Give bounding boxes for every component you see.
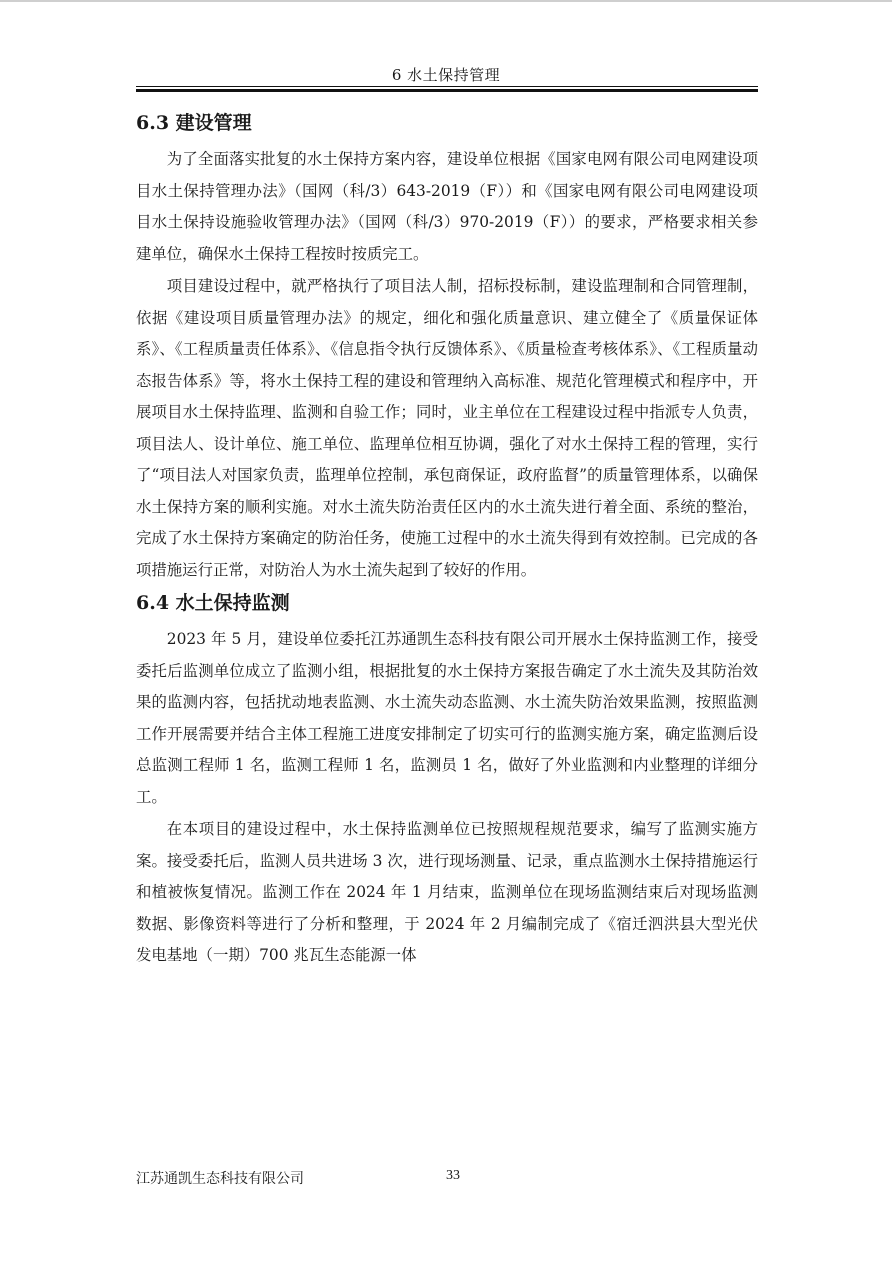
page-top-border [0, 0, 892, 2]
paragraph: 项目建设过程中，就严格执行了项目法人制，招标投标制，建设监理制和合同管理制，依据《建设项目质量管理办法》的规定，细化和强化质量意识、建立健全了《质量保证体系》、《工程质量责任体系》、《信息指令执行反馈体系》、《质量检查考核体系》、《工程质量动态报告体系》等，将水土保持工程的建设和管理纳入高标准、规范化管理模式和程序中，开展项目水土保持监理、监测和自验工作；同时，业主单位在工程建设过程中指派专人负责，项目法人、设计单位、施工单位、监理单位相互协调，强化了对水土保持工程的管理，实行了“项目法人对国家负责，监理单位控制，承包商保证，政府监督”的质量管理体系，以确保水土保持方案的顺利实施。对水土流失防治责任区内的水土流失进行着全面、系统的整治，完成了水土保持方案确定的防治任务，使施工过程中的水土流失得到有效控制。已完成的各项措施运行正常，对防治人为水土流失起到了较好的作用。 [136, 277, 758, 579]
section-heading-6-3: 6.3 建设管理 [136, 112, 252, 134]
running-header-chapter: 6 水土保持管理 [391, 66, 501, 84]
section-heading-6-4: 6.4 水土保持监测 [136, 592, 290, 614]
header-rule-thick [136, 89, 758, 92]
footer-company-name: 江苏通凯生态科技有限公司 [136, 1171, 304, 1187]
paragraph: 为了全面落实批复的水土保持方案内容，建设单位根据《国家电网有限公司电网建设项目水土保持管理办法》（国网（科/3）643-2019（F））和《国家电网有限公司电网建设项目水土保持设施验收管理办法》（国网（科/3）970-2019（F））的要求，严格要求相关参建单位，确保水土保持工程按时按质完工。 [136, 150, 758, 263]
header-rule-thin [136, 86, 758, 87]
section-6-3 [136, 106, 758, 586]
page-body [136, 106, 758, 972]
section-6-4 [136, 586, 758, 972]
paragraph: 2023 年 5 月，建设单位委托江苏通凯生态科技有限公司开展水土保持监测工作，接受委托后监测单位成立了监测小组，根据批复的水土保持方案报告确定了水土流失及其防治效果的监测内容，包括扰动地表监测、水土流失动态监测、水土流失防治效果监测，按照监测工作开展需要并结合主体工程施工进度安排制定了切实可行的监测实施方案，确定监测后设总监测工程师 1 名，监测工程师 1 名，监测员 1 名，做好了外业监测和内业整理的详细分工。 [136, 630, 758, 806]
paragraph: 在本项目的建设过程中，水土保持监测单位已按照规程规范要求，编写了监测实施方案。接受委托后，监测人员共进场 3 次，进行现场测量、记录，重点监测水土保持措施运行和植被恢复情况。监测工作在 2024 年 1 月结束，监测单位在现场监测结束后对现场监测数据、影像资料等进行了分析和整理，于 2024 年 2 月编制完成了《宿迁泗洪县大型光伏发电基地（一期）700 兆瓦生态能源一体 [136, 820, 758, 964]
footer-page-number: 33 [446, 1168, 460, 1183]
